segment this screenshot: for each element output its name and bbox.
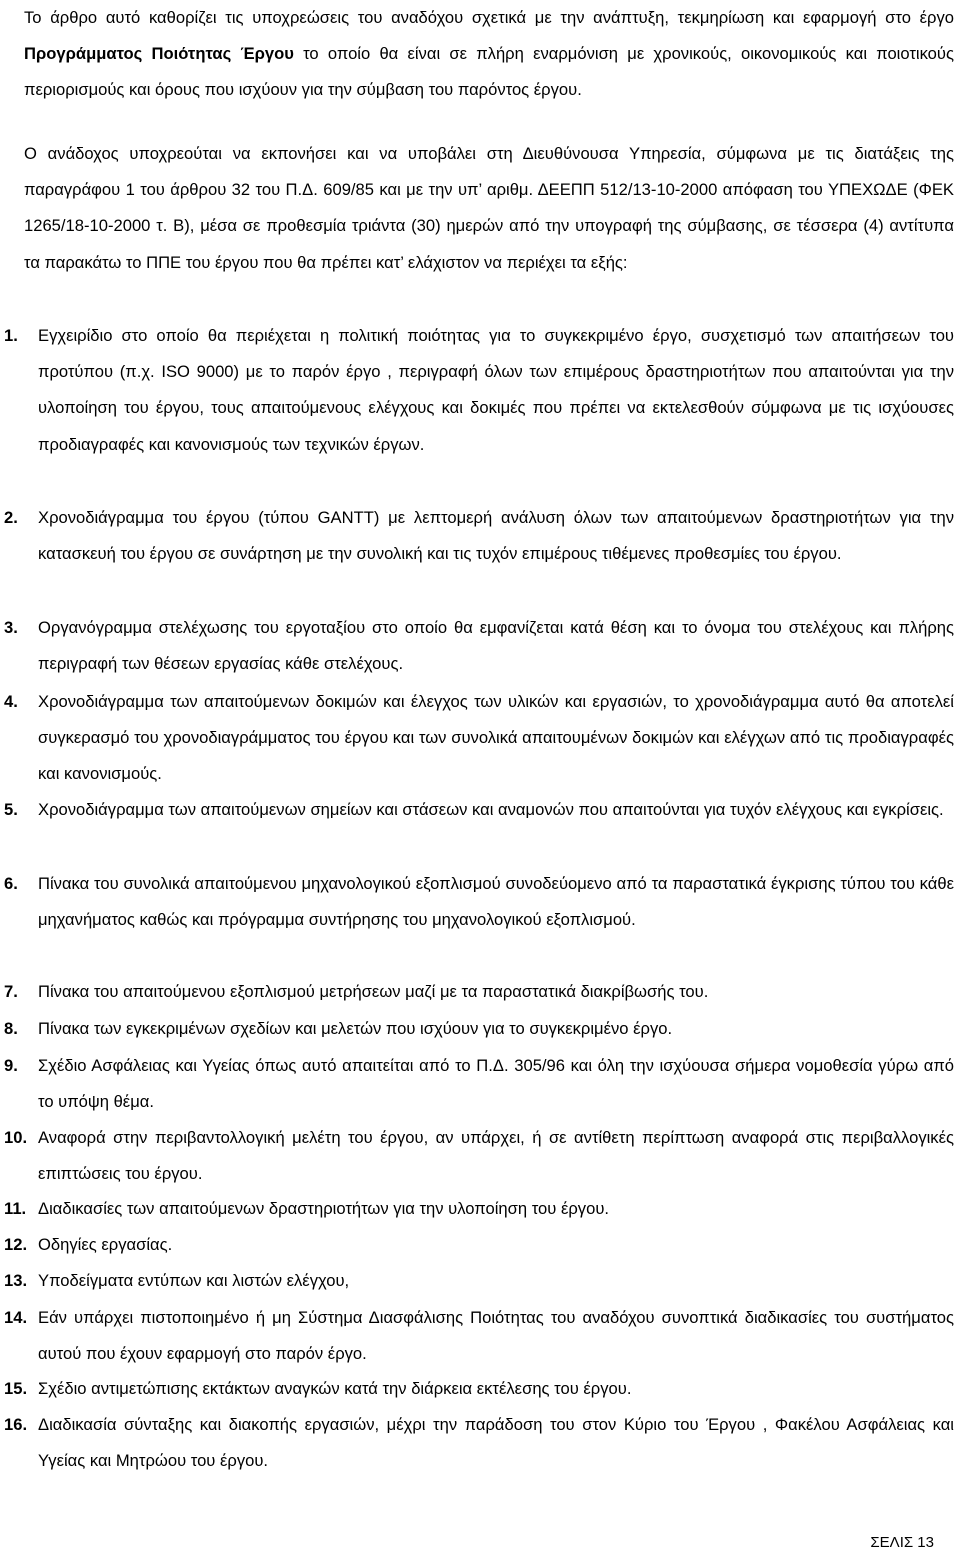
list-item-number: 12. — [4, 1235, 28, 1254]
list-item-number: 13. — [4, 1271, 28, 1290]
list-item-number: 7. — [4, 982, 18, 1001]
list-item-text: Χρονοδιάγραμμα του έργου (τύπου GANTT) με λεπτομερή ανάλυση όλων των απαιτούμενων δραστηριοτήτων για την κατασκευή του έργου σε συνάρτηση με την συνολική και τις τυχόν επιμέρους τιθέμενες προθεσμίες του έργου. — [38, 508, 954, 564]
list-item-text: Οργανόγραμμα στελέχωσης του εργοταξίου στο οποίο θα εμφανίζεται κατά θέση και το όνομα του στελέχους και πλήρης περιγραφή των θέσεων εργασίας κάθε στελέχους. — [38, 618, 954, 674]
intro-text-end: το οποίο θα είναι σε πλήρη εναρμόνιση με χρονικούς, οικονομικούς και ποιοτικούς περιορισμούς και όρους που ισχύουν για την σύμβαση του παρόντος έργου. — [24, 44, 954, 100]
list-item-text: Πίνακα του απαιτούμενου εξοπλισμού μετρήσεων μαζί με τα παραστατικά διακρίβωσής του. — [38, 982, 709, 1001]
list-item-text: Υποδείγματα εντύπων και λιστών ελέγχου, — [38, 1271, 350, 1290]
list-item-text: Σχέδιο Ασφάλειας και Υγείας όπως αυτό απαιτείται από το Π.Δ. 305/96 και όλη την ισχύουσα σήμερα νομοθεσία γύρω από το υπόψη θέμα. — [38, 1056, 954, 1112]
list-item-text: Διαδικασία σύνταξης και διακοπής εργασιών, μέχρι την παράδοση του στον Κύριο του Έργου , Φακέλου Ασφάλειας και Υγείας και Μητρώου του έργου. — [38, 1415, 954, 1471]
list-item-text: Διαδικασίες των απαιτούμενων δραστηριοτήτων για την υλοποίηση του έργου. — [38, 1199, 610, 1218]
list-item-text: Σχέδιο αντιμετώπισης εκτάκτων αναγκών κατά την διάρκεια εκτέλεσης του έργου. — [38, 1379, 632, 1398]
list-item-number: 1. — [4, 326, 18, 345]
intro-paragraph-1 — [24, 0, 954, 109]
intro-text-start: Το άρθρο αυτό καθορίζει τις υποχρεώσεις του αναδόχου σχετικά με την ανάπτυξη, τεκμηρίωση και εφαρμογή στο έργο — [24, 8, 954, 27]
list-item-text: Χρονοδιάγραμμα των απαιτούμενων δοκιμών και έλεγχος των υλικών και εργασιών, το χρονοδιάγραμμα αυτό θα αποτελεί συγκερασμό του χρονοδιαγράμματος του έργου και των συνολικά απαιτουμένων δοκιμών και ελέγχων από τις προδιαγραφές και κανονισμούς. — [38, 692, 954, 784]
intro-paragraph-2: Ο ανάδοχος υποχρεούται να εκπονήσει και να υποβάλει στη Διευθύνουσα Υπηρεσία, σύμφωνα με τις διατάξεις της παραγράφου 1 του άρθρου 32 του Π.Δ. 609/85 και με την υπ’ αριθμ. ΔΕΕΠΠ 512/13-10-2000 απόφαση του ΥΠΕΧΩΔΕ (ΦΕΚ 1265/18-10-2000 τ. Β), μέσα σε προθεσμία τριάντα (30) ημερών από την υπογραφή της σύμβασης, σε τέσσερα (4) αντίτυπα τα παρακάτω το ΠΠΕ του έργου που θα πρέπει κατ’ ελάχιστον να περιέχει τα εξής: — [24, 144, 954, 272]
quality-program-emphasis: Προγράμματος Ποιότητας Έργου — [24, 44, 294, 64]
list-item-text: Αναφορά στην περιβαντολλογική μελέτη του έργου, αν υπάρχει, ή σε αντίθετη περίπτωση αναφορά στις περιβαλλογικές επιπτώσεις του έργου. — [38, 1128, 954, 1184]
list-item-number: 5. — [4, 800, 18, 819]
list-item-text: Εγχειρίδιο στο οποίο θα περιέχεται η πολιτική ποιότητας για το συγκεκριμένο έργο, συσχετισμό των απαιτήσεων του προτύπου (π.χ. ISO 9000) με το παρόν έργο , περιγραφή όλων των επιμέρους δραστηριοτήτων που απαιτούνται για την υλοποίηση του έργου, τους απαιτούμενους ελέγχους και δοκιμές που πρέπει να εκτελεσθούν σύμφωνα με τις ισχύουσες προδιαγραφές και κανονισμούς των τεχνικών έργων. — [38, 326, 954, 454]
list-item-number: 6. — [4, 874, 18, 893]
list-item-text: Εάν υπάρχει πιστοποιημένο ή μη Σύστημα Διασφάλισης Ποιότητας του αναδόχου συνοπτικά διαδικασίες του συστήματος αυτού που έχουν εφαρμογή στο παρόν έργο. — [38, 1308, 954, 1364]
list-item-number: 3. — [4, 618, 18, 637]
list-item-number: 14. — [4, 1308, 28, 1327]
list-item-number: 11. — [4, 1199, 27, 1218]
list-item-text: Χρονοδιάγραμμα των απαιτούμενων σημείων και στάσεων και αναμονών που απαιτούνται για τυχόν ελέγχους και εγκρίσεις. — [38, 800, 944, 819]
list-item-number: 9. — [4, 1056, 18, 1075]
list-item-text: Οδηγίες εργασίας. — [38, 1235, 173, 1254]
list-item-number: 2. — [4, 508, 18, 527]
list-item-text: Πίνακα του συνολικά απαιτούμενου μηχανολογικού εξοπλισμού συνοδεύομενο από τα παραστατικά έγκρισης τύπου του κάθε μηχανήματος καθώς και πρόγραμμα συντήρησης του μηχανολογικού εξοπλισμού. — [38, 874, 954, 930]
list-item-number: 16. — [4, 1415, 28, 1434]
list-item-text: Πίνακα των εγκεκριμένων σχεδίων και μελετών που ισχύουν για το συγκεκριμένο έργο. — [38, 1019, 673, 1038]
list-item-number: 10. — [4, 1128, 28, 1147]
list-item-number: 4. — [4, 692, 18, 711]
list-item-number: 15. — [4, 1379, 28, 1398]
page-number: ΣΕΛΙΣ 13 — [870, 1534, 934, 1551]
list-item-number: 8. — [4, 1019, 18, 1038]
